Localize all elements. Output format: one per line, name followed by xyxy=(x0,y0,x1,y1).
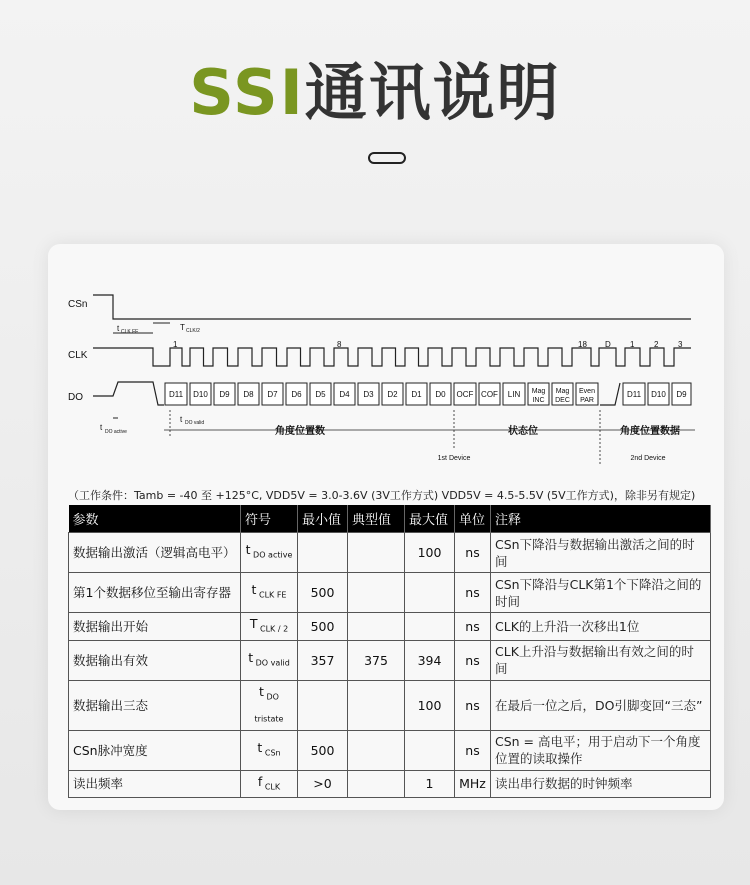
do-bit-label: Mag xyxy=(555,388,570,395)
do-bit-label: D9 xyxy=(676,390,687,399)
typ-cell xyxy=(348,613,405,641)
table-header-cell: 注释 xyxy=(491,505,711,533)
max-cell: 100 xyxy=(405,533,455,573)
min-cell xyxy=(298,533,348,573)
t-do-active-label: t xyxy=(100,423,103,432)
device-1-label: 1st Device xyxy=(437,455,471,462)
typ-cell xyxy=(348,533,405,573)
min-cell: 500 xyxy=(298,573,348,613)
do-bit-label: LIN xyxy=(507,390,521,399)
table-header-cell: 最小值 xyxy=(298,505,348,533)
title-divider-pill xyxy=(368,152,406,164)
param-cell: 数据输出三态 xyxy=(69,680,241,730)
min-cell: 500 xyxy=(298,730,348,770)
clk-number: 1 xyxy=(630,340,635,349)
symbol-letter: t xyxy=(245,542,251,558)
do-bit-label: OCF xyxy=(456,390,474,399)
do-bit-label: D0 xyxy=(435,390,446,399)
do-bit-label: D10 xyxy=(651,390,666,399)
symbol-subscript: CLK xyxy=(262,782,281,791)
table-row xyxy=(69,573,711,613)
symbol-letter: t xyxy=(257,739,263,755)
typ-cell xyxy=(348,680,405,730)
note-cell: 在最后一位之后，DO引脚变回“三态” xyxy=(491,680,711,730)
unit-cell: MHz xyxy=(455,770,491,798)
param-cell: 数据输出激活（逻辑高电平） xyxy=(69,533,241,573)
max-cell: 100 xyxy=(405,680,455,730)
t-do-valid-label: t xyxy=(180,415,183,424)
max-cell: 394 xyxy=(405,640,455,680)
note-cell: CSn = 高电平；用于启动下一个角度位置的读取操作 xyxy=(491,730,711,770)
parameter-table xyxy=(68,505,711,798)
symbol-subscript: DO valid xyxy=(253,658,290,668)
clk-number: 2 xyxy=(654,340,659,349)
t-clk2-label: T xyxy=(180,323,185,332)
max-cell xyxy=(405,613,455,641)
do-bit-label: D11 xyxy=(168,390,184,399)
section-label: 状态位 xyxy=(508,426,538,437)
do-bit-label: DEC xyxy=(555,397,570,404)
do-bit-label: D8 xyxy=(243,390,254,399)
do-idle-line xyxy=(93,382,164,405)
ssi-timing-diagram xyxy=(60,290,700,465)
min-cell: >0 xyxy=(298,770,348,798)
title-latin: SSI xyxy=(189,56,305,129)
csn-waveform xyxy=(93,295,691,319)
do-bit-label: D9 xyxy=(219,390,230,399)
do-bit-label: PAR xyxy=(580,397,594,404)
min-cell xyxy=(298,680,348,730)
do-bit-label: Even xyxy=(579,388,595,395)
param-cell: 数据输出开始 xyxy=(69,613,241,641)
table-row xyxy=(69,730,711,770)
symbol-cell xyxy=(241,613,298,641)
symbol-letter: t xyxy=(251,582,257,598)
typ-cell: 375 xyxy=(348,640,405,680)
param-cell: 读出频率 xyxy=(69,770,241,798)
do-bit-label: COF xyxy=(481,390,498,399)
clk-waveform xyxy=(93,348,691,366)
t-do-active-sub: DO active xyxy=(105,429,127,435)
section-label: 角度位置数 xyxy=(275,426,325,437)
table-row xyxy=(69,613,711,641)
clk-number: 18 xyxy=(578,340,587,349)
symbol-cell xyxy=(241,730,298,770)
do-bit-label: D6 xyxy=(291,390,302,399)
do-bit-label: D1 xyxy=(411,390,422,399)
note-cell: CLK上升沿与数据输出有效之间的时间 xyxy=(491,640,711,680)
device-2-label: 2nd Device xyxy=(630,455,666,462)
typ-cell xyxy=(348,730,405,770)
t-clk-fe-sub: CLK FE xyxy=(121,329,139,335)
do-bit-label: D2 xyxy=(387,390,398,399)
min-cell: 500 xyxy=(298,613,348,641)
do-bit-label: D3 xyxy=(363,390,374,399)
typ-cell xyxy=(348,770,405,798)
param-cell: 数据输出有效 xyxy=(69,640,241,680)
clk-number: 3 xyxy=(678,340,683,349)
table-header-row xyxy=(69,505,711,533)
t-clk-fe-label: t xyxy=(117,324,120,333)
note-cell: CLK的上升沿一次移出1位 xyxy=(491,613,711,641)
symbol-subscript: DO tristate xyxy=(254,692,284,724)
clk-number: 8 xyxy=(337,340,342,349)
note-cell: CSn下降沿与数据输出激活之间的时间 xyxy=(491,533,711,573)
page-title xyxy=(0,58,750,128)
symbol-cell xyxy=(241,533,298,573)
title-chinese: 通讯说明 xyxy=(304,56,561,129)
unit-cell: ns xyxy=(455,730,491,770)
unit-cell: ns xyxy=(455,680,491,730)
note-cell: 读出串行数据的时钟频率 xyxy=(491,770,711,798)
operating-conditions: （工作条件：Tamb = -40 至 +125°C, VDD5V = 3.0-3.6V (3V工作方式) VDD5V = 4.5-5.5V (5V工作方式)，除非另有规定) xyxy=(68,489,696,502)
param-cell: CSn脉冲宽度 xyxy=(69,730,241,770)
symbol-cell xyxy=(241,680,298,730)
table-header-cell: 典型值 xyxy=(348,505,405,533)
max-cell xyxy=(405,730,455,770)
table-header-cell: 参数 xyxy=(69,505,241,533)
symbol-subscript: CSn xyxy=(262,748,281,758)
clk-number: D xyxy=(605,340,611,349)
max-cell xyxy=(405,573,455,613)
unit-cell: ns xyxy=(455,573,491,613)
table-row xyxy=(69,640,711,680)
symbol-cell xyxy=(241,640,298,680)
table-row xyxy=(69,770,711,798)
do-bit-label: D10 xyxy=(193,390,208,399)
do-bit-label: D5 xyxy=(315,390,326,399)
symbol-cell xyxy=(241,573,298,613)
table-row xyxy=(69,533,711,573)
do-bit-label: D4 xyxy=(339,390,350,399)
do-bit-label: INC xyxy=(532,397,545,404)
t-clk2-sub: CLK/2 xyxy=(186,328,200,334)
section-label: 角度位置数据 xyxy=(620,426,680,437)
min-cell: 357 xyxy=(298,640,348,680)
note-cell: CSn下降沿与CLK第1个下降沿之间的时间 xyxy=(491,573,711,613)
do-gap-line xyxy=(600,383,620,405)
param-cell: 第1个数据移位至输出寄存器 xyxy=(69,573,241,613)
do-bit-label: D7 xyxy=(267,390,278,399)
signal-label-csn: CSn xyxy=(68,299,88,310)
table-header-cell: 最大值 xyxy=(405,505,455,533)
t-do-valid-sub: DO valid xyxy=(185,420,205,426)
symbol-letter: f xyxy=(257,773,263,789)
symbol-letter: t xyxy=(259,683,264,699)
max-cell: 1 xyxy=(405,770,455,798)
symbol-cell xyxy=(241,770,298,798)
typ-cell xyxy=(348,573,405,613)
table-header-cell: 符号 xyxy=(241,505,298,533)
signal-label-do: DO xyxy=(68,392,83,403)
table-header-cell: 单位 xyxy=(455,505,491,533)
unit-cell: ns xyxy=(455,533,491,573)
unit-cell: ns xyxy=(455,613,491,641)
symbol-subscript: DO active xyxy=(250,550,293,560)
signal-label-clk: CLK xyxy=(68,350,88,361)
clk-number: 1 xyxy=(173,340,178,349)
symbol-letter: T xyxy=(249,616,258,631)
symbol-letter: t xyxy=(248,649,254,665)
symbol-subscript: CLK FE xyxy=(256,590,287,600)
symbol-subscript: CLK / 2 xyxy=(257,624,289,634)
do-bit-label: Mag xyxy=(531,388,546,395)
unit-cell: ns xyxy=(455,640,491,680)
do-bit-label: D11 xyxy=(626,390,642,399)
table-row xyxy=(69,680,711,730)
